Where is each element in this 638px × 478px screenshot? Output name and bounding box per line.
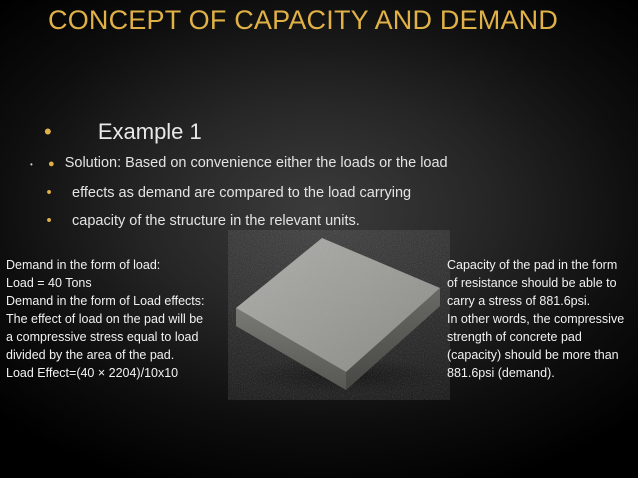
capacity-line: Capacity of the pad in the form <box>447 258 618 272</box>
demand-line: Demand in the form of Load effects: <box>6 294 205 308</box>
bullet-icon: • <box>46 185 52 201</box>
example-heading <box>44 119 202 145</box>
concrete-pad-image <box>228 230 450 400</box>
demand-line: Load = 40 Tons <box>6 276 92 290</box>
example-label: Example 1 <box>97 119 202 144</box>
demand-description <box>6 256 238 382</box>
capacity-line: carry a stress of 881.6psi. <box>447 294 591 308</box>
solution-text-2: effects as demand are compared to the load carrying <box>72 185 412 201</box>
slide-title: CONCEPT OF CAPACITY AND DEMAND <box>48 5 559 35</box>
capacity-line: In other words, the compressive <box>447 312 625 326</box>
bullet-icon: • <box>46 213 52 229</box>
capacity-line: 881.6psi (demand). <box>447 366 555 380</box>
round-bullet-icon: ● <box>48 158 55 170</box>
solution-text-3: capacity of the structure in the relevant units. <box>72 213 360 229</box>
demand-line: a compressive stress equal to load <box>6 330 199 344</box>
solution-line-3 <box>30 213 360 229</box>
demand-line: divided by the area of the pad. <box>6 348 175 362</box>
capacity-line: (capacity) should be more than <box>447 348 619 362</box>
demand-line: Load Effect=(40 × 2204)/10x10 <box>6 366 179 380</box>
capacity-line: strength of concrete pad <box>447 330 582 344</box>
capacity-description <box>447 256 635 382</box>
bullet-icon: • <box>30 160 33 169</box>
demand-line: The effect of load on the pad will be <box>6 312 204 326</box>
solution-line-2 <box>30 185 411 201</box>
demand-line: Demand in the form of load: <box>6 258 161 272</box>
solution-line-1 <box>30 155 448 171</box>
bullet-icon: • <box>44 119 52 144</box>
solution-text-1: Solution: Based on convenience either the loads or the load <box>64 155 448 171</box>
capacity-line: of resistance should be able to <box>447 276 617 290</box>
